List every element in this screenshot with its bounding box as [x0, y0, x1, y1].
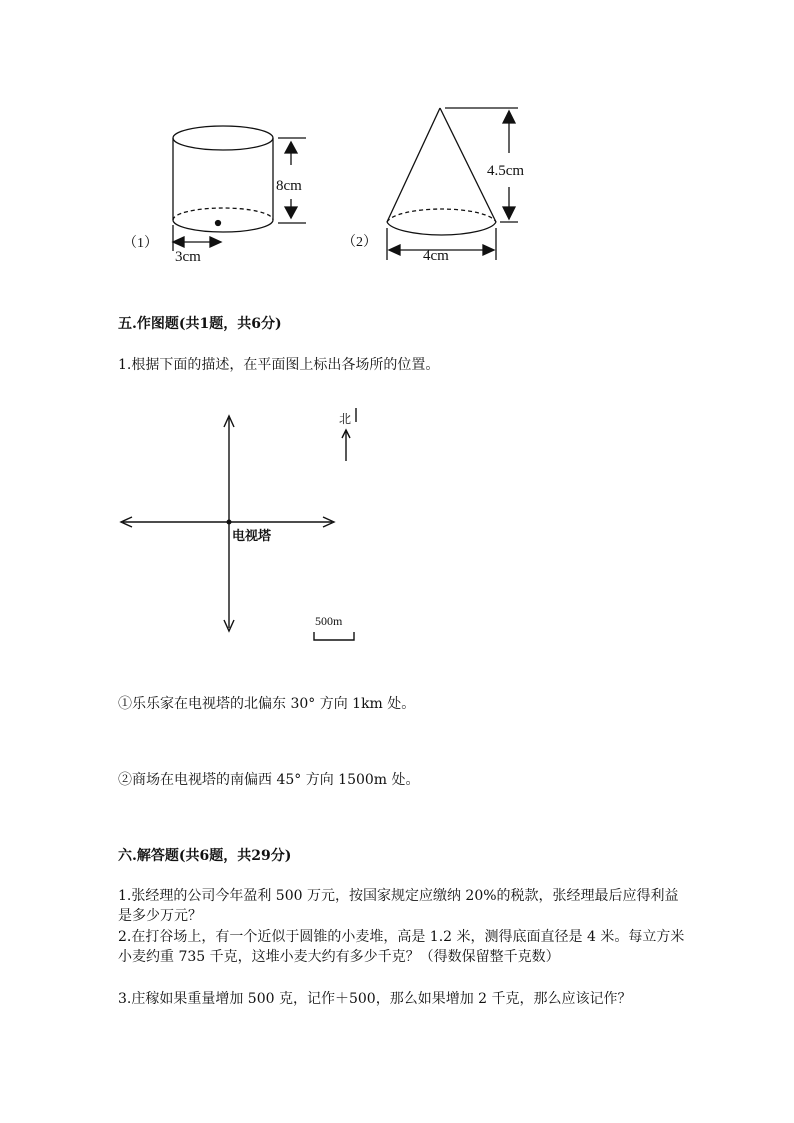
- cone-figure: [387, 108, 518, 260]
- plane-map: [110, 400, 370, 650]
- geometry-figures: [110, 95, 570, 275]
- tv-tower-point: [227, 520, 232, 525]
- section-5-question-1: 1.根据下面的描述，在平面图上标出各场所的位置。: [118, 357, 440, 373]
- section-6-heading: 六.解答题(共6题，共29分): [118, 848, 292, 864]
- cone-label: （2）: [342, 235, 377, 250]
- cylinder-height-label: 8cm: [276, 178, 302, 194]
- cylinder-label: （1）: [123, 236, 158, 251]
- cone-diameter-label: 4cm: [423, 248, 449, 264]
- section-6-question-3: 3.庄稼如果重量增加 500 克，记作＋500，那么如果增加 2 千克，那么应该记作？: [118, 991, 632, 1007]
- tv-tower-label: 电视塔: [232, 528, 272, 543]
- section-6-question-1: 1.张经理的公司今年盈利 500 万元，按国家规定应缴纳 20%的税款，张经理最后应得利益是多少万元？: [118, 888, 679, 924]
- section-6-question-2: 2.在打谷场上，有一个近似于圆锥的小麦堆，高是 1.2 米，测得底面直径是 4 米。每立方米小麦约重 735 千克，这堆小麦大约有多少千克？（得数保留整千克数）: [118, 929, 685, 965]
- scale-label: 500m: [315, 614, 343, 628]
- section-5-item-2: ②商场在电视塔的南偏西 45° 方向 1500m 处。: [118, 772, 420, 788]
- section-5-item-1: ①乐乐家在电视塔的北偏东 30° 方向 1km 处。: [118, 696, 416, 712]
- north-label: 北: [339, 412, 352, 426]
- scale-bar: [314, 632, 354, 640]
- section-5-heading: 五.作图题(共1题，共6分): [118, 316, 282, 332]
- cylinder-radius-label: 3cm: [175, 249, 201, 265]
- cone-height-label: 4.5cm: [487, 163, 525, 179]
